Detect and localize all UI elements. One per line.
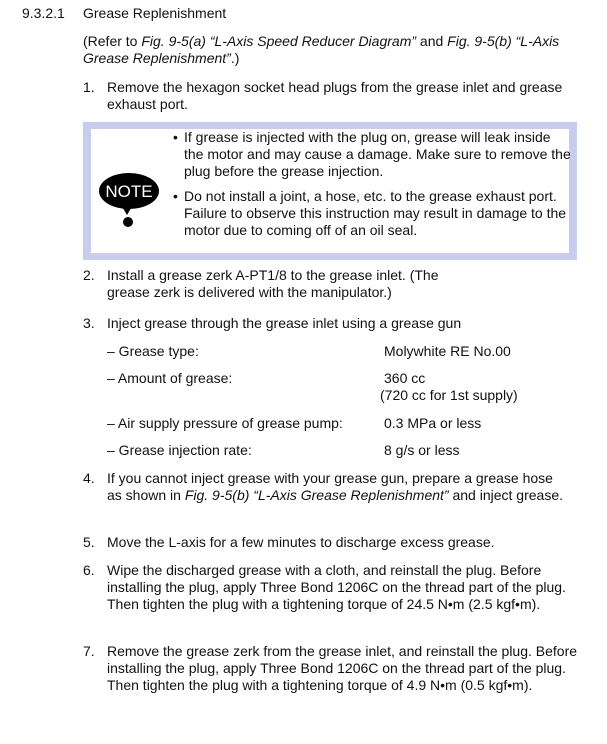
step-6 — [83, 562, 583, 613]
note-bullet-text: If grease is injected with the plug on, grease will leak inside the motor and may cause a damage. Make sure to remove the plug before the grease injection. — [184, 129, 571, 179]
spec-value: 8 g/s or less — [384, 442, 460, 458]
spec-value: Molywhite RE No.00 — [384, 343, 511, 359]
step-text: Inject grease through the grease inlet using a grease gun — [107, 315, 462, 331]
step-3 — [83, 315, 583, 332]
step-number: 5. — [83, 534, 95, 550]
spec-value-note: (720 cc for 1st supply) — [380, 387, 518, 403]
spec-label: – Grease type: — [107, 343, 199, 359]
step-text-a: If you cannot inject grease with your grease gun, prepare a grease hose as shown in — [107, 470, 553, 503]
note-bullet — [173, 129, 573, 180]
step-number: 4. — [83, 470, 95, 486]
step-text: Wipe the discharged grease with a cloth, and reinstall the plug. Before installing the plug, apply Three Bond 1206C on the thread part of the plug. Then tighten the plug with a tightening torque of 24.5 N•m (2.5 kgf•m). — [107, 562, 566, 612]
step-1 — [83, 79, 583, 113]
note-list — [173, 129, 573, 247]
reference-mid: and — [416, 33, 448, 49]
step-text: Move the L-axis for a few minutes to discharge excess grease. — [107, 534, 495, 550]
bullet-dot: • — [173, 129, 178, 145]
step-number: 6. — [83, 562, 95, 578]
note-icon — [97, 169, 161, 229]
step-number: 2. — [83, 267, 95, 283]
figure-ref-a: Fig. 9-5(a) “L-Axis Speed Reducer Diagram” — [141, 33, 417, 49]
step-number: 1. — [83, 79, 95, 95]
section-title: Grease Replenishment — [83, 5, 227, 21]
reference-open: (Refer to — [83, 33, 142, 49]
reference-close: .) — [230, 50, 240, 66]
step-5 — [83, 534, 583, 551]
step-text: Remove the hexagon socket head plugs from the grease inlet and grease exhaust port. — [107, 79, 563, 112]
spec-value: 0.3 MPa or less — [384, 415, 482, 431]
note-bullet — [173, 188, 573, 239]
spec-label: – Grease injection rate: — [107, 442, 252, 458]
reference-text — [83, 33, 588, 67]
figure-ref-b: Fig. 9-5(b) “L-Axis Grease Replenishment” — [184, 487, 449, 503]
note-icon-label: NOTE — [105, 182, 153, 201]
spec-label: – Amount of grease: — [107, 370, 233, 386]
note-box — [83, 122, 577, 260]
step-text — [107, 470, 567, 504]
step-number: 3. — [83, 315, 95, 331]
spec-label: – Air supply pressure of grease pump: — [107, 415, 343, 431]
step-2 — [83, 267, 583, 301]
step-number: 7. — [83, 643, 95, 659]
note-bullet-text: Do not install a joint, a hose, etc. to the grease exhaust port. Failure to observe this instruction may result in damage to the motor due to coming off of an oil seal. — [184, 188, 567, 238]
step-7 — [83, 643, 583, 694]
step-text: Install a grease zerk A-PT1/8 to the grease inlet. (The grease zerk is delivered with the manipulator.) — [107, 267, 439, 300]
figure-ref-b: Fig. 9-5(b) “L-Axis Grease Replenishment” — [83, 33, 560, 66]
step-4 — [83, 470, 583, 504]
spec-value: 360 cc — [384, 370, 426, 386]
bullet-dot: • — [173, 188, 178, 204]
section-number: 9.3.2.1 — [22, 5, 65, 21]
step-text-b: and inject grease. — [448, 487, 563, 503]
step-text: Remove the grease zerk from the grease inlet, and reinstall the plug. Before installing the plug, apply Three Bond 1206C on the thread part of the plug. Then tighten the plug with a tightening torque of 4.9 N•m (0.5 kgf•m). — [107, 643, 578, 693]
